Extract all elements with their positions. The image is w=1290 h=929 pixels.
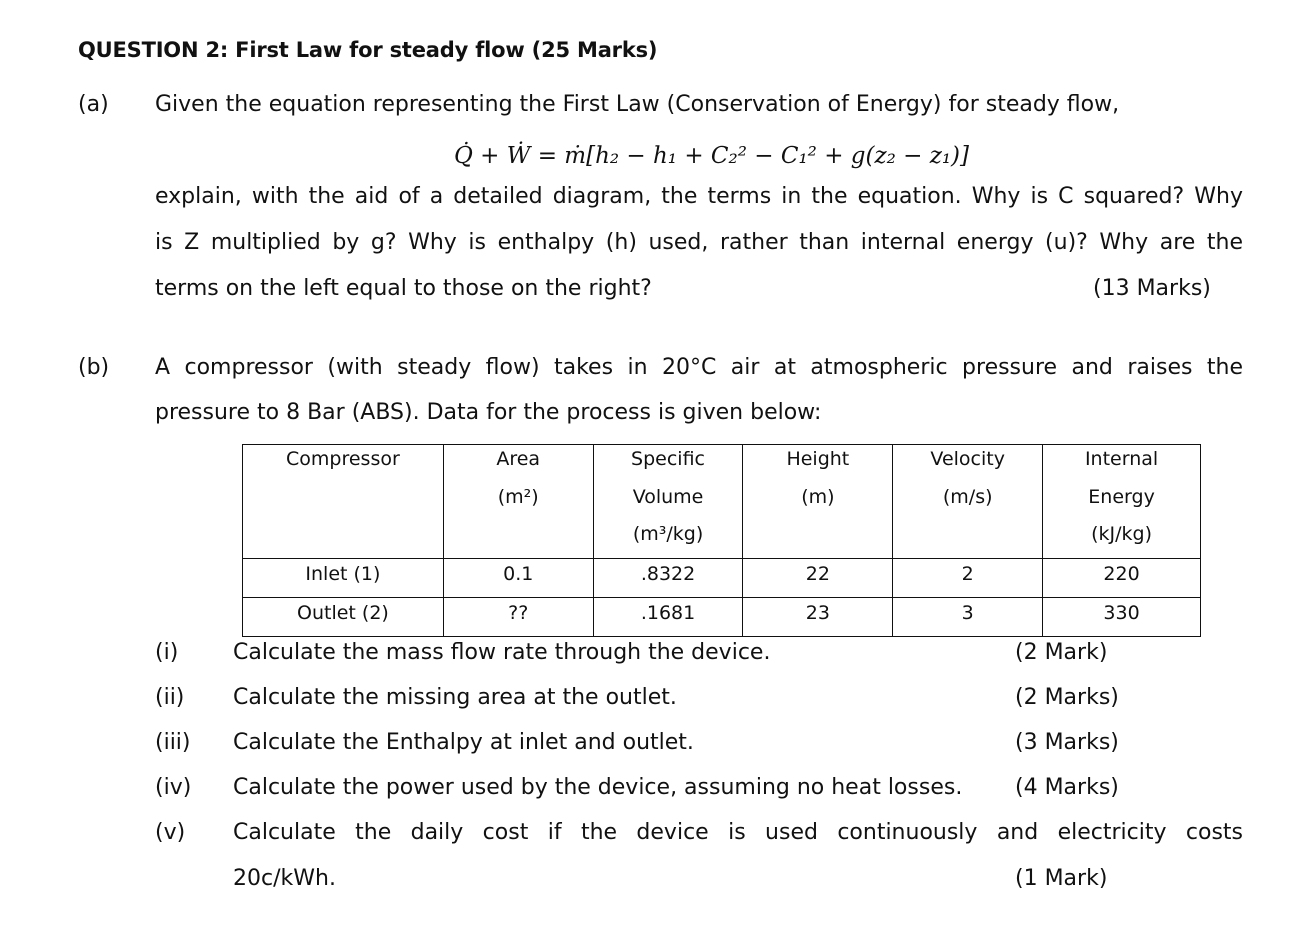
part-b-line2: pressure to 8 Bar (ABS). Data for the process is given below:: [155, 400, 822, 425]
header-specific-volume: Specific Volume (m³/kg): [593, 445, 743, 559]
table-row-inlet: [243, 558, 1201, 597]
subq-iii-text: Calculate the Enthalpy at inlet and outlet.: [233, 730, 694, 755]
subq-ii-text: Calculate the missing area at the outlet.: [233, 685, 677, 710]
table-cell: 330: [1043, 597, 1201, 636]
table-cell: 23: [743, 597, 893, 636]
compressor-data-table: [242, 444, 1201, 637]
table-cell: .1681: [593, 597, 743, 636]
question-title: QUESTION 2: First Law for steady flow (25 Marks): [78, 38, 658, 62]
table-cell: 2: [893, 558, 1043, 597]
part-a-intro: Given the equation representing the First Law (Conservation of Energy) for steady flow,: [155, 92, 1120, 117]
table-row-outlet: [243, 597, 1201, 636]
subq-v-text: Calculate the daily cost if the device is used continuously and electricity costs: [233, 820, 1243, 845]
table-cell: 220: [1043, 558, 1201, 597]
header-compressor: Compressor: [243, 445, 444, 559]
table-cell: 0.1: [443, 558, 593, 597]
table-cell: .8322: [593, 558, 743, 597]
header-height: Height (m): [743, 445, 893, 559]
first-law-equation: Q̇ + Ẇ = ṁ[h₂ − h₁ + C₂² − C₁² + g(z₂ − z₁)]: [454, 143, 969, 169]
subq-i-text: Calculate the mass flow rate through the device.: [233, 640, 771, 665]
header-area: Area (m²): [443, 445, 593, 559]
subq-iv-text: Calculate the power used by the device, assuming no heat losses.: [233, 775, 963, 800]
subq-iii-marks: (3 Marks): [1015, 730, 1119, 755]
table-cell: ??: [443, 597, 593, 636]
subq-v-number: (v): [155, 820, 186, 845]
header-velocity: Velocity (m/s): [893, 445, 1043, 559]
subq-v-marks: (1 Mark): [1015, 866, 1108, 891]
subq-i-number: (i): [155, 640, 179, 665]
subq-v-text-continued: 20c/kWh.: [233, 866, 336, 891]
subq-iv-marks: (4 Marks): [1015, 775, 1119, 800]
table-cell: Outlet (2): [243, 597, 444, 636]
table-cell: 3: [893, 597, 1043, 636]
subq-i-marks: (2 Mark): [1015, 640, 1108, 665]
subq-iv-number: (iv): [155, 775, 192, 800]
header-internal-energy: Internal Energy (kJ/kg): [1043, 445, 1201, 559]
subq-ii-number: (ii): [155, 685, 185, 710]
part-a-line3: terms on the left equal to those on the right?: [155, 276, 652, 301]
part-a-label: (a): [78, 92, 109, 117]
part-a-line1: explain, with the aid of a detailed diagram, the terms in the equation. Why is C squared? Why: [155, 184, 1243, 209]
part-a-line2: is Z multiplied by g? Why is enthalpy (h) used, rather than internal energy (u)? Why are the: [155, 230, 1243, 255]
table-cell: 22: [743, 558, 893, 597]
subq-ii-marks: (2 Marks): [1015, 685, 1119, 710]
table-cell: Inlet (1): [243, 558, 444, 597]
table-header-row: [243, 445, 1201, 559]
part-b-line1: A compressor (with steady flow) takes in 20°C air at atmospheric pressure and raises the: [155, 355, 1243, 380]
part-a-marks: (13 Marks): [1093, 276, 1211, 301]
subq-iii-number: (iii): [155, 730, 191, 755]
part-b-label: (b): [78, 355, 110, 380]
